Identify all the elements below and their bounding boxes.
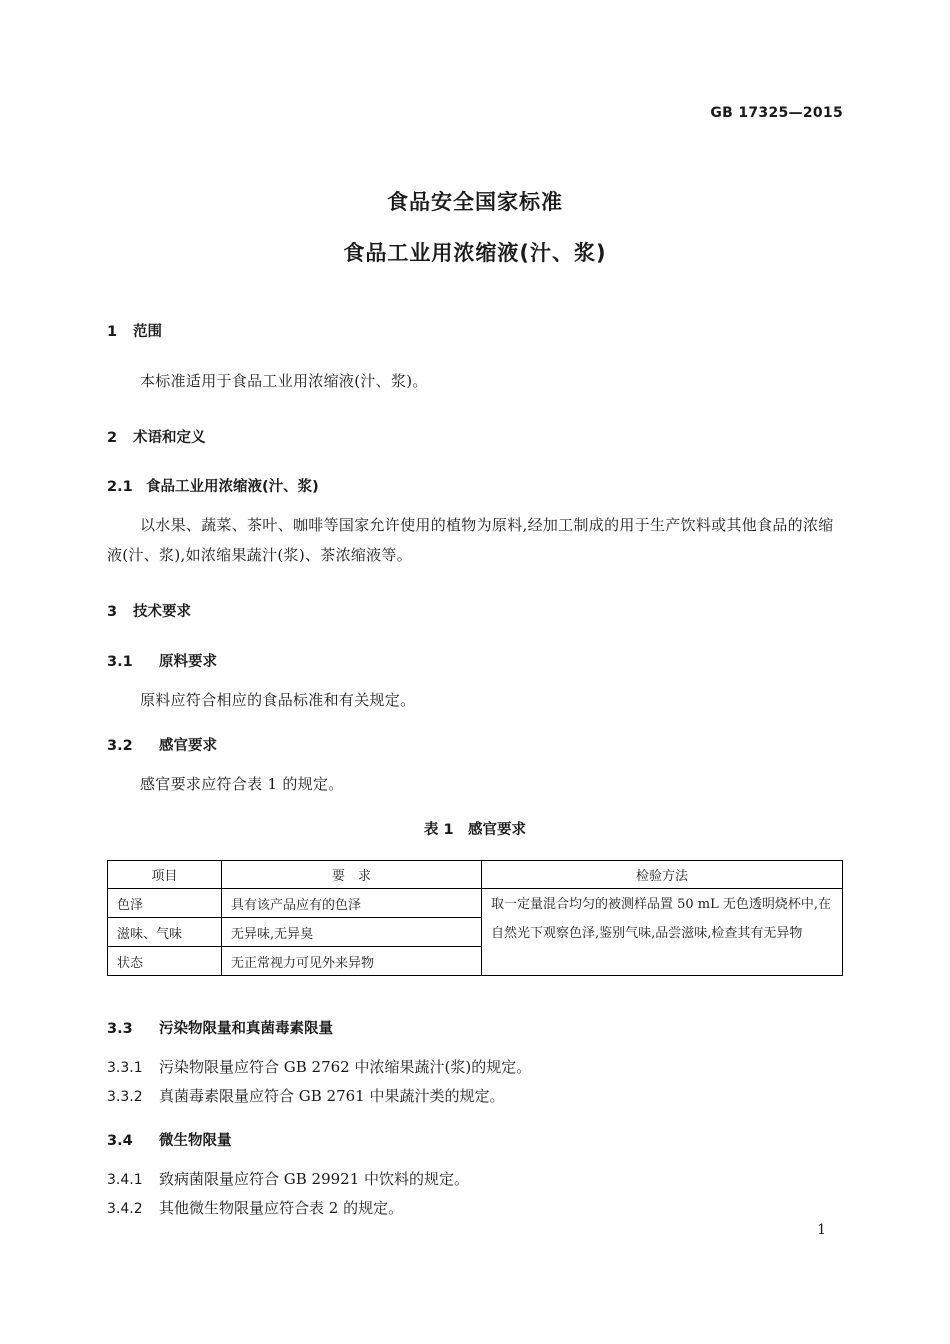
document-title: 食品安全国家标准 [387, 190, 563, 214]
section-3-2-heading [107, 734, 217, 755]
section-number: 3.3 [107, 1021, 133, 1037]
section-number: 2 [107, 430, 118, 446]
section-1-text: 本标准适用于食品工业用浓缩液(汁、浆)。 [140, 372, 428, 390]
section-title: 技术要求 [133, 604, 191, 620]
clause-text: 致病菌限量应符合 GB 29921 中饮料的规定。 [159, 1170, 470, 1188]
section-title: 感官要求 [159, 738, 217, 754]
table-1-caption: 表 1 感官要求 [423, 822, 527, 838]
section-title: 术语和定义 [133, 430, 206, 446]
section-3-1-heading [107, 650, 217, 671]
section-number: 3.1 [107, 654, 133, 670]
clause-3-4-1 [107, 1164, 469, 1195]
section-number: 3.4 [107, 1133, 133, 1149]
section-2-1-text: 以水果、蔬菜、茶叶、咖啡等国家允许使用的植物为原料,经加工制成的用于生产饮料或其他食品的浓缩液(汁、浆),如浓缩果蔬汁(浆)、茶浓缩液等。 [107, 516, 834, 564]
table-cell-method: 取一定量混合均匀的被测样品置 50 mL 无色透明烧杯中,在自然光下观察色泽,鉴别气味,品尝滋味,检查其有无异物 [482, 889, 843, 976]
table-cell-requirement: 具有该产品应有的色泽 [222, 889, 482, 918]
section-number: 2.1 [107, 479, 133, 495]
table-header-cell: 要 求 [222, 861, 482, 889]
section-number: 3.2 [107, 738, 133, 754]
table-cell-requirement: 无异味,无异臭 [222, 918, 482, 947]
clause-text: 其他微生物限量应符合表 2 的规定。 [159, 1199, 404, 1217]
clause-number: 3.4.1 [107, 1172, 143, 1188]
section-title: 原料要求 [159, 654, 217, 670]
clause-number: 3.3.1 [107, 1060, 143, 1076]
table-cell-item: 色泽 [108, 889, 222, 918]
table-header-cell: 检验方法 [482, 861, 843, 889]
table-header-row [108, 861, 843, 889]
clause-3-3-1 [107, 1052, 531, 1083]
section-3-3-heading [107, 1017, 333, 1038]
clause-number: 3.3.2 [107, 1089, 143, 1105]
section-1-heading [107, 320, 162, 341]
clause-3-4-2 [107, 1193, 403, 1224]
table-cell-requirement: 无正常视力可见外来异物 [222, 947, 482, 976]
section-title: 微生物限量 [159, 1133, 232, 1149]
page-number: 1 [817, 1222, 826, 1238]
section-3-4-heading [107, 1129, 232, 1150]
table-header-cell: 项目 [108, 861, 222, 889]
document-subtitle: 食品工业用浓缩液(汁、浆) [343, 241, 607, 265]
clause-text: 污染物限量应符合 GB 2762 中浓缩果蔬汁(浆)的规定。 [159, 1058, 532, 1076]
section-3-heading [107, 600, 191, 621]
section-3-2-text: 感官要求应符合表 1 的规定。 [140, 775, 344, 793]
standard-code: GB 17325—2015 [710, 105, 843, 121]
clause-number: 3.4.2 [107, 1201, 143, 1217]
section-3-1-text: 原料应符合相应的食品标准和有关规定。 [140, 691, 416, 709]
sensory-requirements-table [107, 860, 843, 976]
section-title: 食品工业用浓缩液(汁、浆) [146, 479, 319, 495]
table-row [108, 889, 843, 918]
section-2-heading [107, 426, 206, 447]
table-cell-item: 滋味、气味 [108, 918, 222, 947]
clause-text: 真菌毒素限量应符合 GB 2761 中果蔬汁类的规定。 [159, 1087, 505, 1105]
clause-3-3-2 [107, 1081, 505, 1112]
section-2-1-heading [107, 475, 319, 496]
section-number: 3 [107, 604, 118, 620]
section-title: 范围 [133, 324, 162, 340]
section-title: 污染物限量和真菌毒素限量 [159, 1021, 333, 1037]
table-cell-item: 状态 [108, 947, 222, 976]
section-number: 1 [107, 324, 118, 340]
